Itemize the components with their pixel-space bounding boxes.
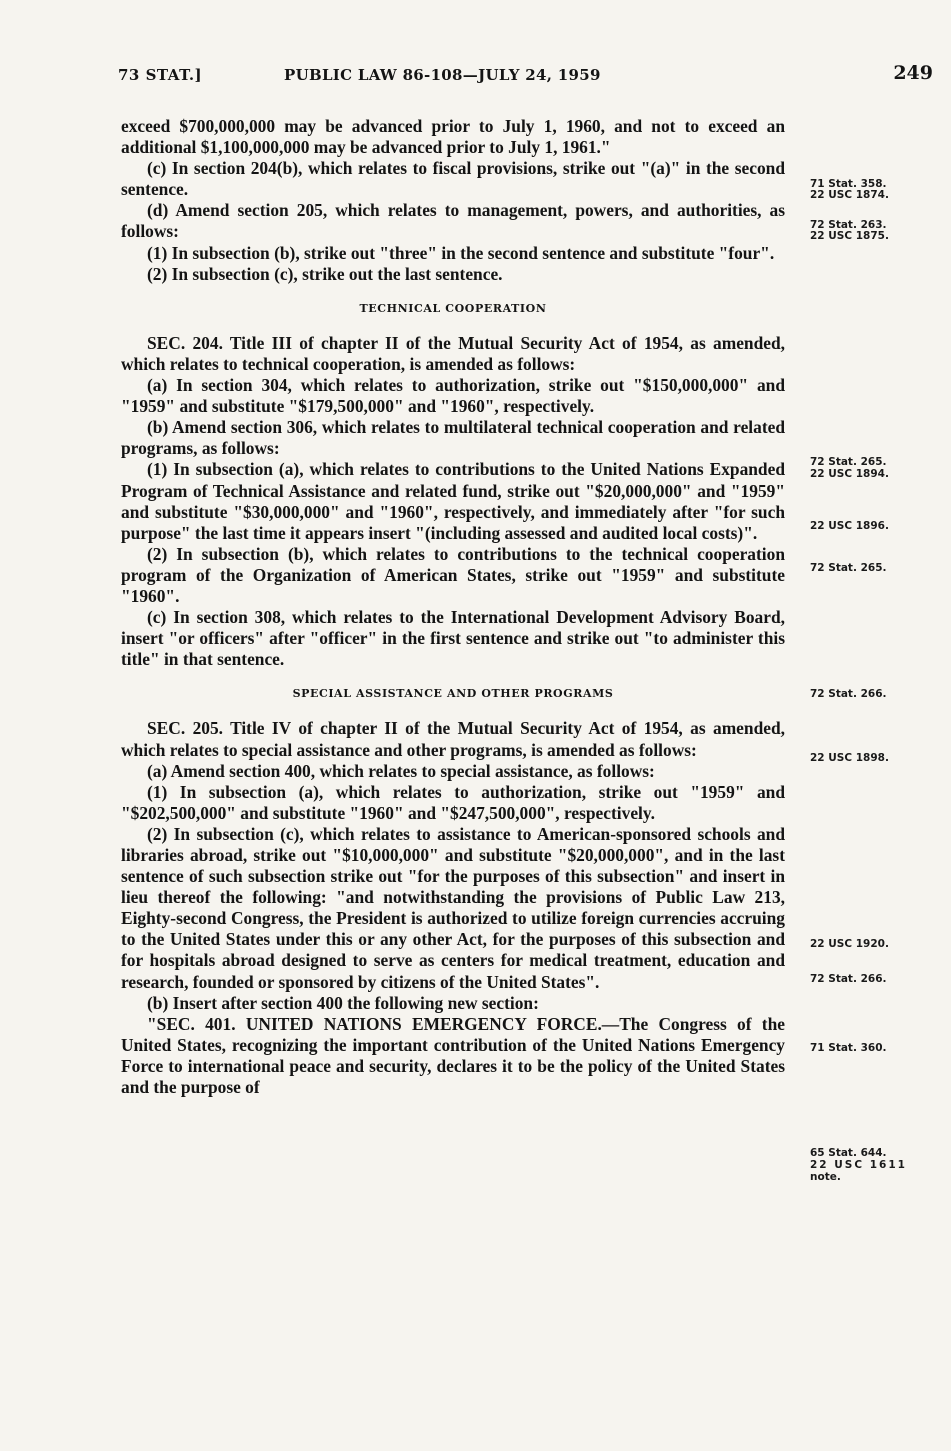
margin-note: 72 Stat. 265. bbox=[810, 456, 887, 468]
margin-note: 22 USC 1898. bbox=[810, 752, 889, 764]
paragraph: (1) In subsection (a), which relates to authorization, strike out "1959" and "$202,500,000" and substitute "1960" and "$247,500,000", respectively. bbox=[121, 781, 785, 823]
paragraph: "SEC. 401. UNITED NATIONS EMERGENCY FORCE.—The Congress of the United States, recognizing the important contribution of the United Nations Emergency Force to international peace and security, declares it to be the policy of the United States and the purpose of bbox=[121, 1013, 785, 1098]
paragraph: SEC. 204. Title III of chapter II of the Mutual Security Act of 1954, as amended, which relates to technical cooperation, is amended as follows: bbox=[121, 332, 785, 374]
law-title: PUBLIC LAW 86-108—JULY 24, 1959 bbox=[284, 66, 601, 84]
paragraph: (c) In section 308, which relates to the International Development Advisory Board, insert "or officers" after "officer" in the first sentence and strike out "to administer this title" in that sentence. bbox=[121, 607, 785, 670]
page-header bbox=[118, 62, 933, 96]
volume-reference: 73 STAT.] bbox=[118, 66, 203, 84]
paragraph: (1) In subsection (b), strike out "three" in the second sentence and substitute "four". bbox=[147, 242, 775, 263]
margin-note: 71 Stat. 358. bbox=[810, 178, 887, 190]
section-heading: SPECIAL ASSISTANCE AND OTHER PROGRAMS bbox=[292, 687, 614, 701]
paragraph: (c) In section 204(b), which relates to fiscal provisions, strike out "(a)" in the second sentence. bbox=[121, 158, 785, 200]
paragraph: (2) In subsection (c), which relates to assistance to American-sponsored schools and libraries abroad, strike out "$10,000,000" and substitute "$20,000,000", and in the last sentence of such subsection strike out "for the purposes of this subsection" and insert in lieu thereof the following: "and notwithstanding the provisions of Public Law 213, Eighty-second Congress, the President is authorized to utilize foreign currencies accruing to the United States under this or any other Act, for the purposes of this subsection and for hospitals abroad designed to serve as centers for medical treatment, education and research, founded or sponsored by citizens of the United States". bbox=[121, 823, 785, 992]
paragraph: SEC. 205. Title IV of chapter II of the Mutual Security Act of 1954, as amended, which relates to special assistance and other programs, is amended as follows: bbox=[121, 718, 785, 760]
margin-note: 22 USC 1874. bbox=[810, 189, 889, 201]
margin-note: 22 USC 1896. bbox=[810, 520, 889, 532]
page-number: 249 bbox=[893, 62, 933, 84]
section-heading: TECHNICAL COOPERATION bbox=[359, 301, 547, 315]
paragraph: (2) In subsection (c), strike out the last sentence. bbox=[147, 263, 503, 284]
margin-note: 71 Stat. 360. bbox=[810, 1042, 887, 1054]
paragraph: (b) Insert after section 400 the following new section: bbox=[147, 992, 539, 1013]
margin-note: note. bbox=[810, 1171, 841, 1183]
margin-note: 22 USC 1920. bbox=[810, 938, 889, 950]
paragraph: (a) Amend section 400, which relates to special assistance, as follows: bbox=[147, 760, 655, 781]
margin-note: 72 Stat. 265. bbox=[810, 562, 887, 574]
paragraph: (1) In subsection (a), which relates to contributions to the United Nations Expanded Program of Technical Assistance and related fund, strike out "$20,000,000" and "1959" and substitute "$30,000,000" and "1960", respectively, and immediately after "for such purpose" the last time it appears insert "(including assessed and audited local costs)". bbox=[121, 459, 785, 543]
paragraph: exceed $700,000,000 may be advanced prior to July 1, 1960, and not to exceed an additional $1,100,000,000 may be advanced prior to July 1, 1961." bbox=[121, 116, 785, 158]
paragraph: (a) In section 304, which relates to authorization, strike out "$150,000,000" and "1959" and substitute "$179,500,000" and "1960", respectively. bbox=[121, 375, 785, 417]
margin-note: 65 Stat. 644. bbox=[810, 1147, 887, 1159]
margin-note: 72 Stat. 266. bbox=[810, 973, 887, 985]
margin-note: 22 USC 1875. bbox=[810, 230, 889, 242]
margin-note: 22 USC 1894. bbox=[810, 468, 889, 480]
margin-note: 72 Stat. 266. bbox=[810, 688, 887, 700]
paragraph: (d) Amend section 205, which relates to management, powers, and authorities, as follows: bbox=[121, 200, 785, 242]
document-body bbox=[121, 116, 785, 1098]
margin-note: 22 USC 1611 bbox=[810, 1159, 907, 1171]
paragraph: (b) Amend section 306, which relates to multilateral technical cooperation and related programs, as follows: bbox=[121, 417, 785, 459]
paragraph: (2) In subsection (b), which relates to contributions to the technical cooperation program of the Organization of American States, strike out "1959" and substitute "1960". bbox=[121, 543, 785, 606]
margin-note: 72 Stat. 263. bbox=[810, 219, 887, 231]
